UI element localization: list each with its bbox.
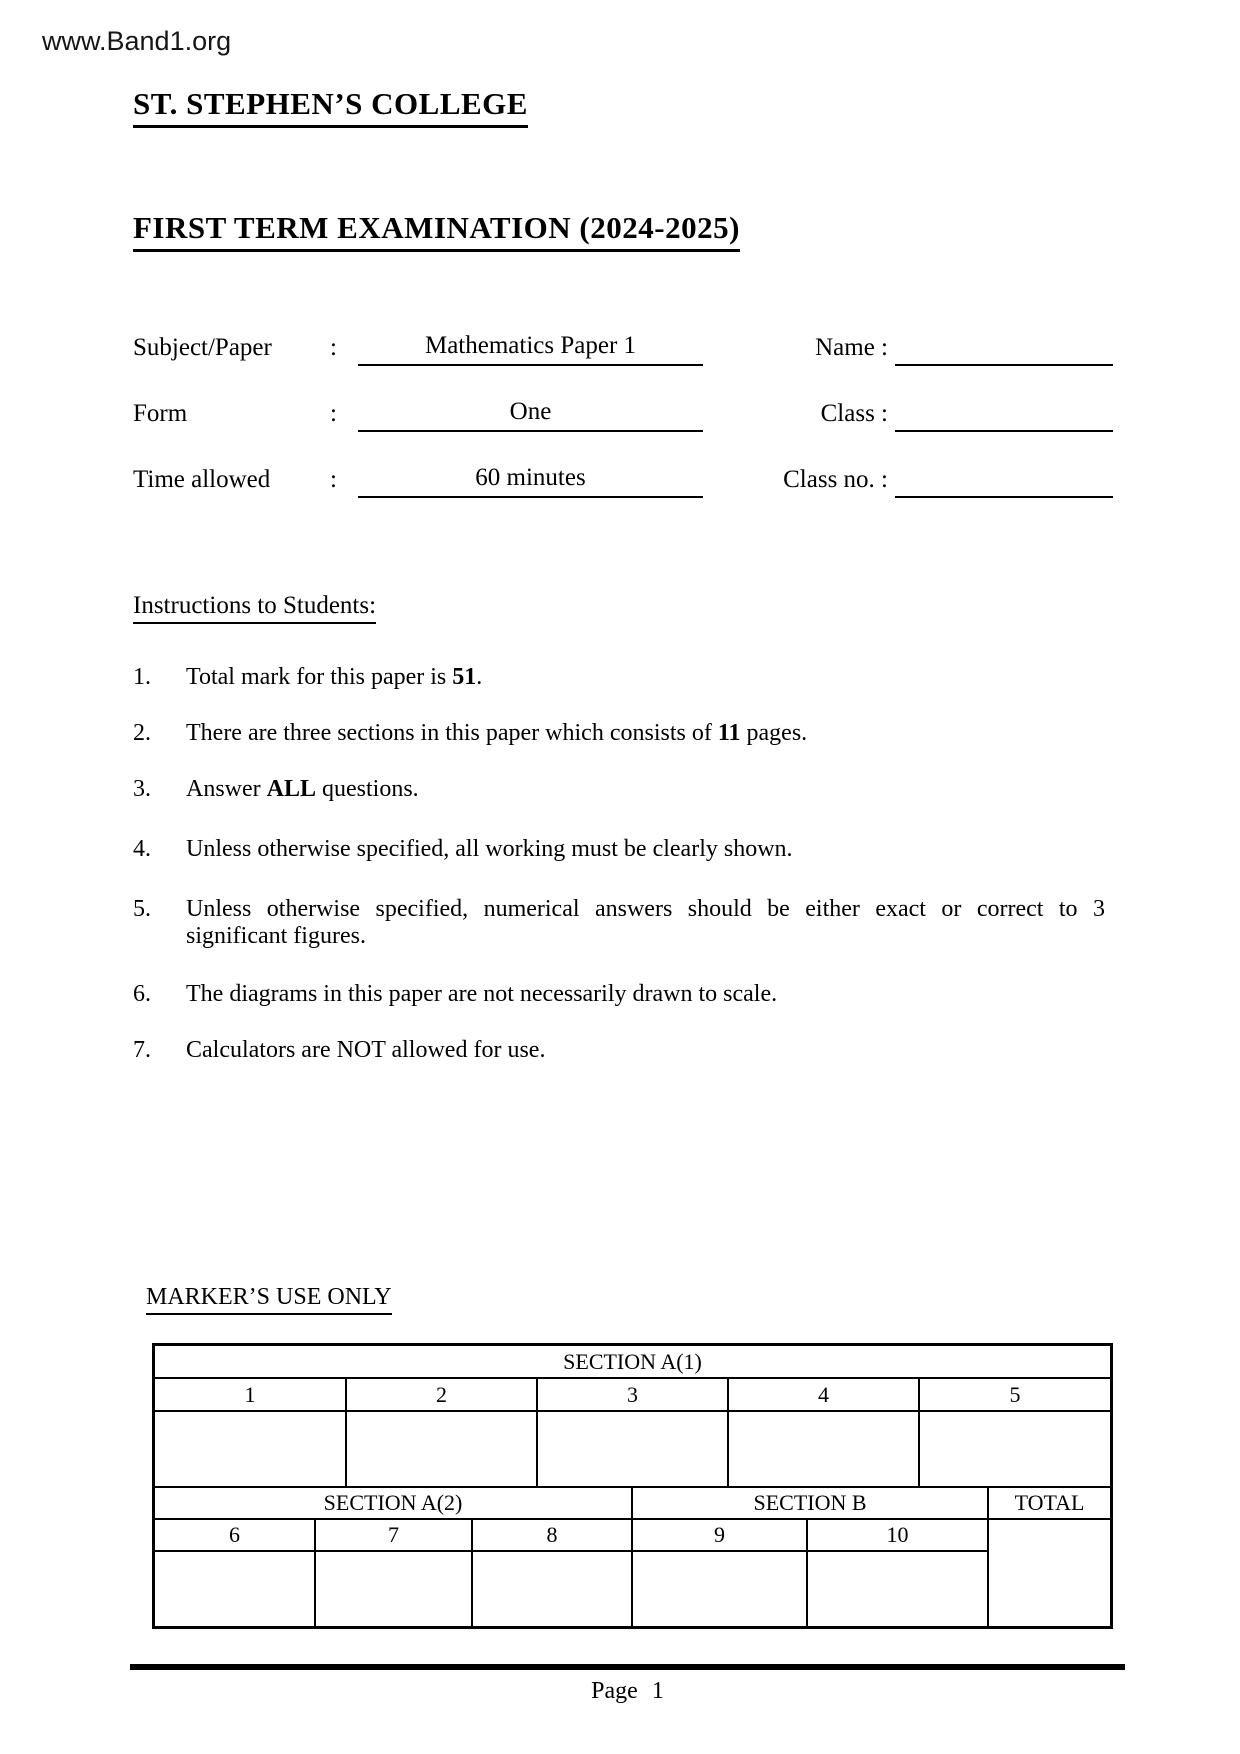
form-separator: : bbox=[330, 400, 337, 427]
q10-col-header: 10 bbox=[807, 1519, 988, 1551]
name-blank-underline bbox=[895, 332, 1113, 366]
q1-col-header: 1 bbox=[155, 1378, 346, 1411]
instructions-heading: Instructions to Students: bbox=[133, 592, 376, 624]
class-no-label: Class no. : bbox=[783, 466, 888, 493]
exam-title: FIRST TERM EXAMINATION (2024-2025) bbox=[133, 210, 740, 252]
page-number: 1 bbox=[651, 1678, 664, 1704]
marker-table bbox=[152, 1343, 1113, 1629]
q7-mark-cell bbox=[315, 1551, 472, 1626]
class-label: Class : bbox=[820, 400, 888, 427]
instruction-text: Unless otherwise specified, all working must be clearly shown. bbox=[186, 836, 793, 862]
info-row-time bbox=[133, 466, 1123, 498]
instruction-text: Answer ALL questions. bbox=[186, 776, 419, 802]
instruction-number: 7. bbox=[133, 1037, 151, 1063]
instruction-text: Total mark for this paper is 51. bbox=[186, 664, 483, 690]
total-header: TOTAL bbox=[988, 1488, 1110, 1519]
subject-separator: : bbox=[330, 334, 337, 361]
subject-value: Mathematics Paper 1 bbox=[358, 332, 703, 366]
class-no-blank-underline bbox=[895, 464, 1113, 498]
marker-table-section-a1 bbox=[155, 1346, 1110, 1488]
q9-col-header: 9 bbox=[632, 1519, 807, 1551]
name-label: Name : bbox=[815, 334, 888, 361]
footer-rule bbox=[130, 1664, 1125, 1670]
q10-mark-cell bbox=[807, 1551, 988, 1626]
instruction-number: 2. bbox=[133, 720, 151, 746]
time-allowed-label: Time allowed bbox=[133, 466, 271, 493]
q3-col-header: 3 bbox=[537, 1378, 728, 1411]
time-separator: : bbox=[330, 466, 337, 493]
site-watermark: www.Band1.org bbox=[42, 26, 232, 56]
q5-col-header: 5 bbox=[919, 1378, 1110, 1411]
instruction-text: Unless otherwise specified, numerical answers should be either exact or correct to 3 significant figures. bbox=[186, 896, 1105, 949]
q5-mark-cell bbox=[919, 1411, 1110, 1487]
instruction-number: 6. bbox=[133, 981, 151, 1007]
q7-col-header: 7 bbox=[315, 1519, 472, 1551]
page-label: Page bbox=[591, 1678, 638, 1704]
q8-col-header: 8 bbox=[472, 1519, 632, 1551]
info-row-form bbox=[133, 400, 1123, 432]
markers-use-only-heading: MARKER’S USE ONLY bbox=[146, 1284, 392, 1315]
instruction-number: 1. bbox=[133, 664, 151, 690]
section-b-header: SECTION B bbox=[632, 1488, 988, 1519]
q8-mark-cell bbox=[472, 1551, 632, 1626]
section-a1-header: SECTION A(1) bbox=[155, 1346, 1110, 1378]
q4-col-header: 4 bbox=[728, 1378, 919, 1411]
q6-mark-cell bbox=[155, 1551, 315, 1626]
subject-label: Subject/Paper bbox=[133, 334, 272, 361]
page-number-footer bbox=[130, 1678, 1125, 1705]
total-mark-cell bbox=[988, 1519, 1110, 1626]
instruction-number: 4. bbox=[133, 836, 151, 862]
info-row-subject bbox=[133, 334, 1123, 366]
marker-table-section-a2-b bbox=[155, 1488, 1110, 1626]
q2-col-header: 2 bbox=[346, 1378, 537, 1411]
class-blank-underline bbox=[895, 398, 1113, 432]
section-a2-header: SECTION A(2) bbox=[155, 1488, 632, 1519]
q1-mark-cell bbox=[155, 1411, 346, 1487]
instruction-text: The diagrams in this paper are not necessarily drawn to scale. bbox=[186, 981, 778, 1007]
instruction-text: There are three sections in this paper which consists of 11 pages. bbox=[186, 720, 808, 746]
instruction-number: 3. bbox=[133, 776, 151, 802]
q6-col-header: 6 bbox=[155, 1519, 315, 1551]
instruction-number: 5. bbox=[133, 896, 151, 922]
form-label: Form bbox=[133, 400, 188, 427]
q2-mark-cell bbox=[346, 1411, 537, 1487]
instruction-text: Calculators are NOT allowed for use. bbox=[186, 1037, 546, 1063]
school-name: ST. STEPHEN’S COLLEGE bbox=[133, 86, 528, 128]
q4-mark-cell bbox=[728, 1411, 919, 1487]
q3-mark-cell bbox=[537, 1411, 728, 1487]
form-value: One bbox=[358, 398, 703, 432]
time-allowed-value: 60 minutes bbox=[358, 464, 703, 498]
q9-mark-cell bbox=[632, 1551, 807, 1626]
